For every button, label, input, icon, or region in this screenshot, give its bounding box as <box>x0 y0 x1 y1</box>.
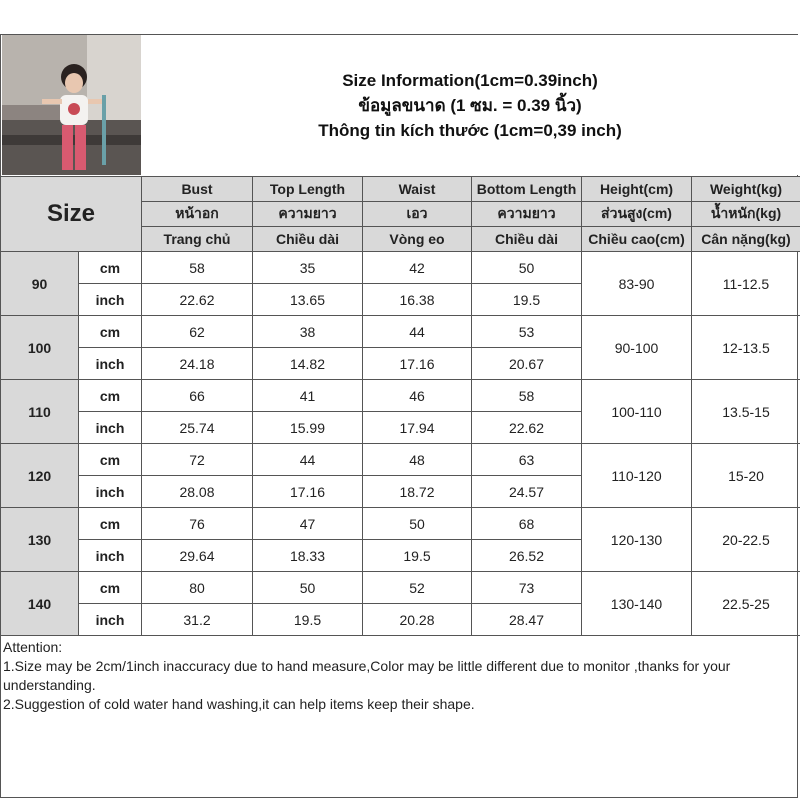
measurement-cell: 50 <box>472 252 582 284</box>
measurement-cell: 26.52 <box>472 540 582 572</box>
measurement-cell: 44 <box>363 316 472 348</box>
measurement-cell: 73 <box>472 572 582 604</box>
table-row <box>1 508 800 540</box>
unit-label: inch <box>79 604 142 636</box>
column-header: Vòng eo <box>363 227 472 252</box>
column-header: Chiều dài <box>253 227 363 252</box>
unit-label: inch <box>79 476 142 508</box>
measurement-cell: 72 <box>142 444 253 476</box>
attention-notes <box>3 638 793 714</box>
unit-label: inch <box>79 412 142 444</box>
table-row <box>1 380 800 412</box>
measurement-cell: 13.65 <box>253 284 363 316</box>
column-header: Cân nặng(kg) <box>692 227 800 252</box>
product-photo <box>2 35 141 175</box>
measurement-cell: 47 <box>253 508 363 540</box>
size-value: 100 <box>1 316 79 380</box>
table-row <box>1 316 800 348</box>
weight-range: 13.5-15 <box>692 380 800 444</box>
measurement-cell: 42 <box>363 252 472 284</box>
header-row-english <box>1 177 800 202</box>
measurement-cell: 22.62 <box>142 284 253 316</box>
measurement-cell: 19.5 <box>472 284 582 316</box>
size-value: 140 <box>1 572 79 636</box>
column-header: หน้าอก <box>142 202 253 227</box>
measurement-cell: 20.28 <box>363 604 472 636</box>
size-header: Size <box>1 177 142 252</box>
measurement-cell: 20.67 <box>472 348 582 380</box>
size-value: 110 <box>1 380 79 444</box>
measurement-cell: 35 <box>253 252 363 284</box>
measurement-cell: 24.18 <box>142 348 253 380</box>
measurement-cell: 52 <box>363 572 472 604</box>
weight-range: 15-20 <box>692 444 800 508</box>
unit-label: cm <box>79 508 142 540</box>
measurement-cell: 28.47 <box>472 604 582 636</box>
measurement-cell: 58 <box>472 380 582 412</box>
measurement-cell: 80 <box>142 572 253 604</box>
measurement-cell: 50 <box>253 572 363 604</box>
weight-range: 22.5-25 <box>692 572 800 636</box>
column-header: Bottom Length <box>472 177 582 202</box>
measurement-cell: 28.08 <box>142 476 253 508</box>
measurement-cell: 38 <box>253 316 363 348</box>
column-header: ความยาว <box>253 202 363 227</box>
measurement-cell: 68 <box>472 508 582 540</box>
column-header: Bust <box>142 177 253 202</box>
weight-range: 20-22.5 <box>692 508 800 572</box>
weight-range: 11-12.5 <box>692 252 800 316</box>
height-range: 100-110 <box>582 380 692 444</box>
measurement-cell: 62 <box>142 316 253 348</box>
measurement-cell: 19.5 <box>253 604 363 636</box>
measurement-cell: 53 <box>472 316 582 348</box>
measurement-cell: 22.62 <box>472 412 582 444</box>
measurement-cell: 29.64 <box>142 540 253 572</box>
weight-range: 12-13.5 <box>692 316 800 380</box>
column-header: Top Length <box>253 177 363 202</box>
size-table <box>0 176 800 636</box>
column-header: Chiều dài <box>472 227 582 252</box>
height-range: 120-130 <box>582 508 692 572</box>
height-range: 90-100 <box>582 316 692 380</box>
column-header: Weight(kg) <box>692 177 800 202</box>
measurement-cell: 46 <box>363 380 472 412</box>
height-range: 83-90 <box>582 252 692 316</box>
column-header: ส่วนสูง(cm) <box>582 202 692 227</box>
measurement-cell: 17.16 <box>253 476 363 508</box>
measurement-cell: 18.33 <box>253 540 363 572</box>
attention-heading: Attention: <box>3 639 63 655</box>
table-row <box>1 252 800 284</box>
measurement-cell: 41 <box>253 380 363 412</box>
measurement-cell: 17.16 <box>363 348 472 380</box>
measurement-cell: 31.2 <box>142 604 253 636</box>
column-header: Waist <box>363 177 472 202</box>
unit-label: cm <box>79 380 142 412</box>
attention-note-1: 1.Size may be 2cm/1inch inaccuracy due to hand measure,Color may be little different due to monitor ,thanks for your understanding. <box>3 658 731 693</box>
measurement-cell: 19.5 <box>363 540 472 572</box>
column-header: ความยาว <box>472 202 582 227</box>
unit-label: cm <box>79 572 142 604</box>
measurement-cell: 44 <box>253 444 363 476</box>
column-header: เอว <box>363 202 472 227</box>
measurement-cell: 18.72 <box>363 476 472 508</box>
measurement-cell: 17.94 <box>363 412 472 444</box>
size-value: 90 <box>1 252 79 316</box>
child-model-image <box>2 35 141 175</box>
height-range: 110-120 <box>582 444 692 508</box>
column-header: Height(cm) <box>582 177 692 202</box>
column-header: Trang chủ <box>142 227 253 252</box>
size-value: 120 <box>1 444 79 508</box>
title-thai: ข้อมูลขนาด (1 ซม. = 0.39 นิ้ว) <box>358 95 582 115</box>
column-header: Chiều cao(cm) <box>582 227 692 252</box>
table-row <box>1 572 800 604</box>
table-row <box>1 444 800 476</box>
unit-label: inch <box>79 348 142 380</box>
unit-label: inch <box>79 540 142 572</box>
unit-label: inch <box>79 284 142 316</box>
measurement-cell: 14.82 <box>253 348 363 380</box>
title-vietnamese: Thông tin kích thước (1cm=0,39 inch) <box>318 120 622 140</box>
measurement-cell: 58 <box>142 252 253 284</box>
attention-note-2: 2.Suggestion of cold water hand washing,it can help items keep their shape. <box>3 696 475 712</box>
unit-label: cm <box>79 252 142 284</box>
measurement-cell: 25.74 <box>142 412 253 444</box>
size-information-title <box>142 35 798 175</box>
size-value: 130 <box>1 508 79 572</box>
unit-label: cm <box>79 316 142 348</box>
column-header: น้ำหนัก(kg) <box>692 202 800 227</box>
measurement-cell: 66 <box>142 380 253 412</box>
title-english: Size Information(1cm=0.39inch) <box>342 70 598 90</box>
measurement-cell: 50 <box>363 508 472 540</box>
measurement-cell: 76 <box>142 508 253 540</box>
measurement-cell: 24.57 <box>472 476 582 508</box>
height-range: 130-140 <box>582 572 692 636</box>
unit-label: cm <box>79 444 142 476</box>
measurement-cell: 16.38 <box>363 284 472 316</box>
measurement-cell: 15.99 <box>253 412 363 444</box>
measurement-cell: 63 <box>472 444 582 476</box>
measurement-cell: 48 <box>363 444 472 476</box>
